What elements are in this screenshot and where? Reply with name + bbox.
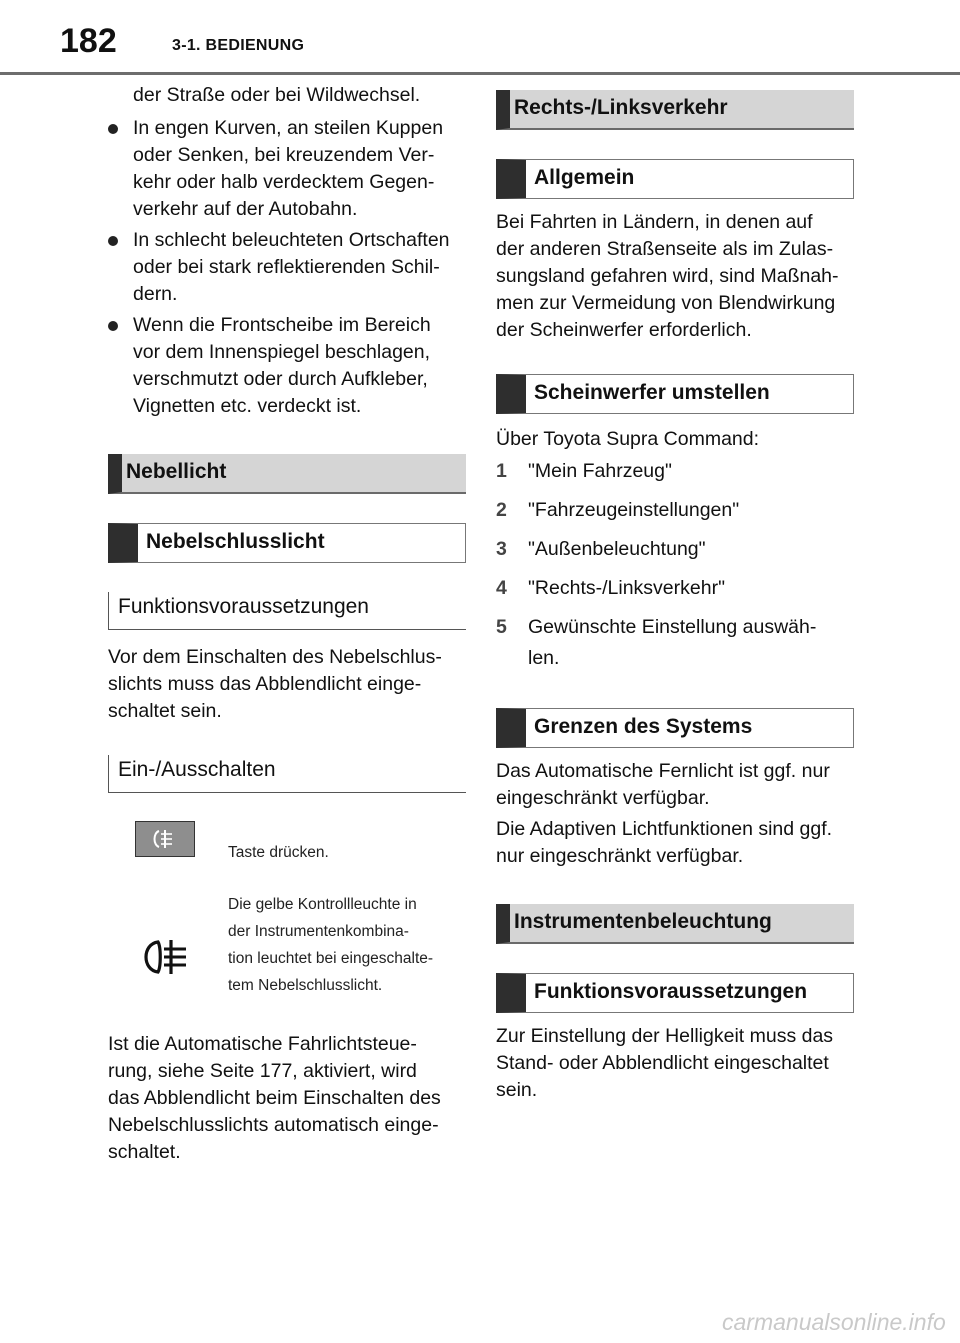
text-line: Nebelschlusslichts automatisch einge- — [108, 1114, 439, 1136]
indicator-instruction-row — [108, 873, 466, 1023]
text-line: Vignetten etc. verdeckt ist. — [133, 395, 362, 417]
step-number: 5 — [496, 616, 507, 638]
step-number: 2 — [496, 499, 507, 521]
step-text: "Rechts-/Linksverkehr" — [528, 577, 725, 599]
text-line: tem Nebelschlusslicht. — [228, 977, 383, 994]
text-line: Die Adaptiven Lichtfunktionen sind ggf. — [496, 818, 833, 840]
intro-line: der Straße oder bei Wildwechsel. — [133, 84, 421, 106]
step-item — [496, 536, 854, 563]
subsection-heading-scheinwerfer-umstellen: Scheinwerfer umstellen — [496, 374, 854, 414]
text-line: Bei Fahrten in Ländern, in denen auf — [496, 211, 813, 233]
section-heading-instrumentenbeleuchtung: Instrumentenbeleuchtung — [496, 904, 854, 944]
text-line: In engen Kurven, an steilen Kuppen — [133, 117, 444, 139]
text-line: eingeschränkt verfügbar. — [496, 787, 710, 809]
text-line: Vor dem Einschalten des Nebelschlus- — [108, 646, 442, 668]
page-number: 182 — [60, 22, 117, 60]
text-line: Das Automatische Fernlicht ist ggf. nur — [496, 760, 830, 782]
fog-light-indicator-icon — [140, 937, 192, 979]
step-item — [496, 575, 854, 602]
text-line: Ist die Automatische Fahrlichtsteue- — [108, 1033, 417, 1055]
text-line: der Scheinwerfer erforderlich. — [496, 319, 752, 341]
text-line: In schlecht beleuchteten Ortschaften — [133, 229, 450, 251]
subsection-heading-allgemein: Allgemein — [496, 159, 854, 199]
text-line: verkehr auf der Autobahn. — [133, 198, 358, 220]
text-line: sein. — [496, 1079, 538, 1101]
subsection-heading-grenzen: Grenzen des Systems — [496, 708, 854, 748]
heading-ein-ausschalten: Ein-/Ausschalten — [108, 755, 466, 793]
text-line: tion leuchtet bei eingeschalte- — [228, 950, 434, 967]
step-number: 1 — [496, 460, 507, 482]
bullet-dot-icon — [108, 321, 118, 331]
step-text: Gewünschte Einstellung auswäh- — [528, 616, 817, 638]
text-line: kehr oder halb verdecktem Gegen- — [133, 171, 435, 193]
left-column — [108, 82, 466, 1166]
text-line: oder Senken, bei kreuzendem Ver- — [133, 144, 435, 166]
bullet-dot-icon — [108, 236, 118, 246]
indicator-caption — [228, 891, 468, 999]
text-line: nur eingeschränkt verfügbar. — [496, 845, 744, 867]
subsection-heading-nebelschlusslicht: Nebelschlusslicht — [108, 523, 466, 563]
text-line: oder bei stark reflektierenden Schil- — [133, 256, 440, 278]
page-header — [0, 0, 960, 75]
text-line: Stand- oder Abblendlicht eingeschaltet — [496, 1052, 829, 1074]
step-number: 4 — [496, 577, 507, 599]
text-line: sungsland gefahren wird, sind Maßnah- — [496, 265, 839, 287]
step-item — [496, 497, 854, 524]
fog-light-button-icon — [135, 821, 195, 857]
bullet-item — [108, 312, 466, 420]
step-text: len. — [528, 647, 560, 669]
button-instruction-row — [108, 793, 466, 873]
text-line: men zur Vermeidung von Blendwirkung — [496, 292, 836, 314]
text-line: Wenn die Frontscheibe im Bereich — [133, 314, 431, 336]
bullet-dot-icon — [108, 124, 118, 134]
text-line: rung, siehe Seite 177, aktiviert, wird — [108, 1060, 417, 1082]
text-line: dern. — [133, 283, 178, 305]
watermark: carmanualsonline.info — [722, 1309, 946, 1335]
section-heading-nebellicht: Nebellicht — [108, 454, 466, 494]
adjust-intro: Über Toyota Supra Command: — [496, 428, 760, 450]
text-line: das Abblendlicht beim Einschalten des — [108, 1087, 441, 1109]
right-column — [496, 90, 854, 1104]
text-line: der Instrumentenkombina- — [228, 923, 409, 940]
text-line: vor dem Innenspiegel beschlagen, — [133, 341, 431, 363]
step-text: "Außenbeleuchtung" — [528, 538, 706, 560]
bullet-item — [108, 115, 466, 223]
text-line: schaltet sein. — [108, 700, 222, 722]
text-line: slichts muss das Abblendlicht einge- — [108, 673, 422, 695]
step-number: 3 — [496, 538, 507, 560]
bullet-item — [108, 227, 466, 308]
text-line: schaltet. — [108, 1141, 181, 1163]
button-caption: Taste drücken. — [228, 844, 329, 861]
text-line: Zur Einstellung der Helligkeit muss das — [496, 1025, 834, 1047]
text-line: verschmutzt oder durch Aufkleber, — [133, 368, 428, 390]
step-text: "Mein Fahrzeug" — [528, 460, 672, 482]
heading-funktionsvoraussetzungen: Funktionsvoraussetzungen — [108, 592, 466, 630]
section-heading-rechts-linksverkehr: Rechts-/Linksverkehr — [496, 90, 854, 130]
step-text: "Fahrzeugeinstellungen" — [528, 499, 740, 521]
chapter-title: 3-1. BEDIENUNG — [172, 37, 305, 54]
text-line: der anderen Straßenseite als im Zulas- — [496, 238, 834, 260]
step-item — [496, 614, 854, 672]
subsection-heading-funktionsvoraussetzungen: Funktionsvoraussetzungen — [496, 973, 854, 1013]
step-item — [496, 458, 854, 485]
text-line: Die gelbe Kontrollleuchte in — [228, 896, 417, 913]
